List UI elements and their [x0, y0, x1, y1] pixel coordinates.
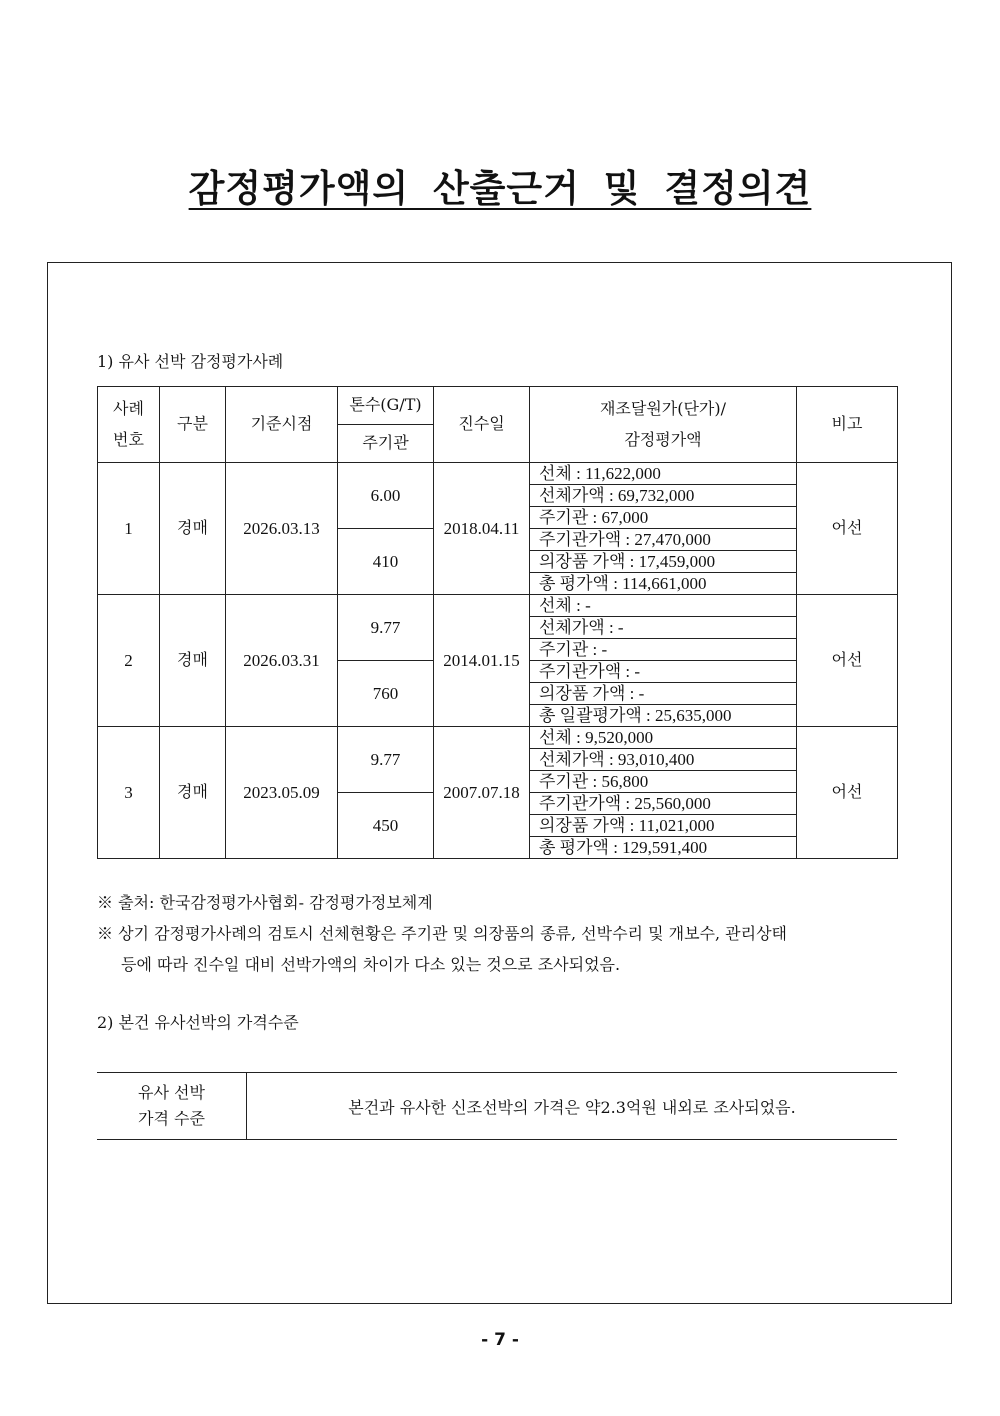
case-base-date-cell: 2026.03.13 [226, 463, 338, 595]
header-launch-date: 진수일 [434, 387, 530, 463]
case-no-cell: 1 [98, 463, 160, 595]
table-row [98, 463, 898, 485]
case-value-cell: 의장품 가액 : 11,021,000 [530, 815, 797, 837]
case-launch-date-cell: 2007.07.18 [434, 727, 530, 859]
case-value-cell: 총 평가액 : 114,661,000 [530, 573, 797, 595]
section-2-title: 2) 본건 유사선박의 가격수준 [97, 1013, 299, 1032]
case-category-cell: 경매 [160, 727, 226, 859]
case-value-cell: 선체가액 : 69,732,000 [530, 485, 797, 507]
case-engine-cell: 760 [338, 661, 434, 727]
case-value-cell: 선체 : 9,520,000 [530, 727, 797, 749]
case-value-cell: 총 평가액 : 129,591,400 [530, 837, 797, 859]
case-value-cell: 총 일괄평가액 : 25,635,000 [530, 705, 797, 727]
case-value-cell: 선체 : - [530, 595, 797, 617]
case-launch-date-cell: 2018.04.11 [434, 463, 530, 595]
case-remark-cell: 어선 [797, 595, 898, 727]
case-value-cell: 선체가액 : - [530, 617, 797, 639]
header-remark: 비고 [797, 387, 898, 463]
page-title: 감정평가액의 산출근거 및 결정의견 [188, 167, 812, 210]
case-engine-cell: 450 [338, 793, 434, 859]
case-value-cell: 주기관가액 : - [530, 661, 797, 683]
case-tonnage-cell: 9.77 [338, 595, 434, 661]
header-price: 재조달원가(단가)/ 감정평가액 [530, 387, 797, 463]
case-remark-cell: 어선 [797, 727, 898, 859]
case-value-cell: 주기관 : 67,000 [530, 507, 797, 529]
case-value-cell: 선체 : 11,622,000 [530, 463, 797, 485]
case-no-cell: 2 [98, 595, 160, 727]
page-number: - 7 - [481, 1330, 519, 1350]
case-tonnage-cell: 9.77 [338, 727, 434, 793]
case-value-cell: 주기관 : - [530, 639, 797, 661]
case-base-date-cell: 2023.05.09 [226, 727, 338, 859]
price-level-label: 유사 선박 가격 수준 [97, 1073, 247, 1140]
header-category: 구분 [160, 387, 226, 463]
case-value-cell: 주기관 : 56,800 [530, 771, 797, 793]
header-base-date: 기준시점 [226, 387, 338, 463]
case-value-cell: 의장품 가액 : 17,459,000 [530, 551, 797, 573]
case-tonnage-cell: 6.00 [338, 463, 434, 529]
price-level-table [97, 1072, 897, 1140]
source-note: ※ 출처: 한국감정평가사협회- 감정평가정보체계 [97, 893, 433, 912]
case-value-cell: 주기관가액 : 25,560,000 [530, 793, 797, 815]
case-remark-cell: 어선 [797, 463, 898, 595]
section-1-title: 1) 유사 선박 감정평가사례 [97, 352, 284, 371]
case-no-cell: 3 [98, 727, 160, 859]
header-main-engine: 주기관 [338, 425, 434, 463]
case-category-cell: 경매 [160, 463, 226, 595]
appraisal-cases-table [97, 386, 898, 859]
case-launch-date-cell: 2014.01.15 [434, 595, 530, 727]
table-row [98, 727, 898, 749]
comment-note: ※ 상기 감정평가사례의 검토시 선체현황은 주기관 및 의장품의 종류, 선박수리 및 개보수, 관리상태 등에 따라 진수일 대비 선박가액의 차이가 다소 있는 것으로 조사되었음. [97, 924, 787, 974]
case-value-cell: 주기관가액 : 27,470,000 [530, 529, 797, 551]
case-engine-cell: 410 [338, 529, 434, 595]
case-value-cell: 선체가액 : 93,010,400 [530, 749, 797, 771]
table-row [98, 595, 898, 617]
header-case-no: 사례 번호 [98, 387, 160, 463]
case-value-cell: 의장품 가액 : - [530, 683, 797, 705]
header-tonnage: 톤수(G/T) [338, 387, 434, 425]
price-level-content: 본건과 유사한 신조선박의 가격은 약2.3억원 내외로 조사되었음. [247, 1073, 898, 1140]
case-base-date-cell: 2026.03.31 [226, 595, 338, 727]
case-category-cell: 경매 [160, 595, 226, 727]
